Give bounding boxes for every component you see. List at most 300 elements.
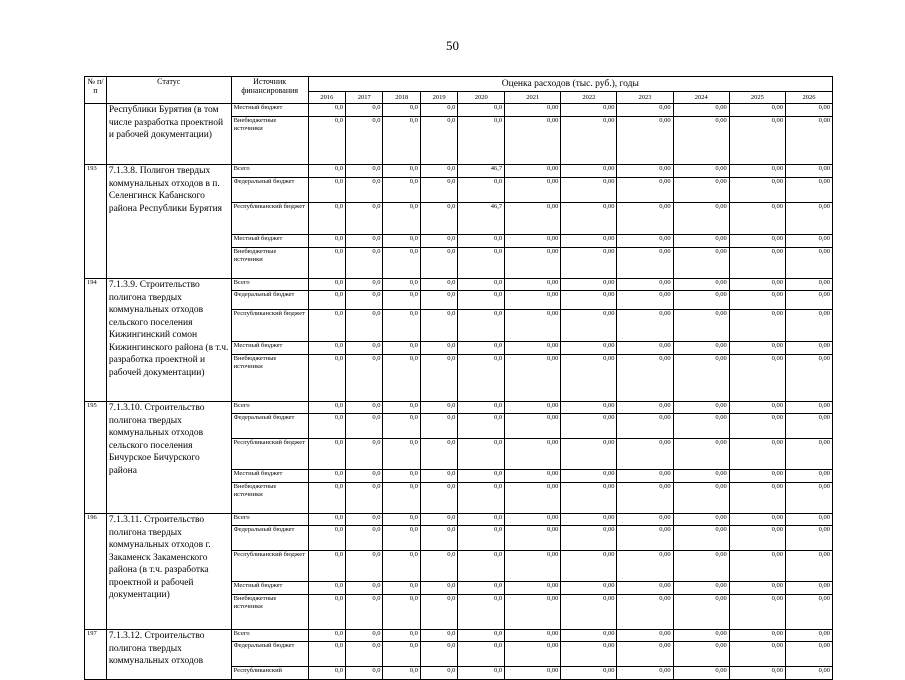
value-cell: 0,0 <box>420 342 457 355</box>
value-cell: 0,00 <box>505 595 561 630</box>
value-cell: 0,00 <box>617 355 673 402</box>
value-cell: 0,0 <box>346 178 383 203</box>
value-cell: 0,00 <box>561 483 617 514</box>
funding-source-cell: Местный бюджет <box>231 470 308 483</box>
funding-source-cell: Местный бюджет <box>231 342 308 355</box>
value-cell: 0,00 <box>505 402 561 414</box>
value-cell: 0,00 <box>617 642 673 667</box>
table-body <box>85 104 833 680</box>
funding-source-cell: Внебюджетные источники <box>231 248 308 279</box>
funding-source-cell: Республиканский <box>231 667 308 680</box>
value-cell: 0,00 <box>785 178 832 203</box>
value-cell: 0,0 <box>346 235 383 248</box>
value-cell: 0,00 <box>729 582 785 595</box>
value-cell: 0,0 <box>420 514 457 526</box>
value-cell: 0,00 <box>617 104 673 117</box>
value-cell: 0,00 <box>505 165 561 178</box>
value-cell: 0,00 <box>561 355 617 402</box>
value-cell: 0,00 <box>729 439 785 470</box>
value-cell: 0,00 <box>673 178 729 203</box>
value-cell: 0,00 <box>617 439 673 470</box>
value-cell: 0,0 <box>383 595 420 630</box>
value-cell: 0,00 <box>561 248 617 279</box>
year-header: 2023 <box>617 92 673 104</box>
header-expense-estimate: Оценка расходов (тыс. руб.), годы <box>308 77 832 92</box>
value-cell: 0,00 <box>729 630 785 642</box>
value-cell: 0,00 <box>617 470 673 483</box>
value-cell: 0,00 <box>561 342 617 355</box>
value-cell: 0,0 <box>346 551 383 582</box>
value-cell: 0,00 <box>673 667 729 680</box>
value-cell: 0,00 <box>785 235 832 248</box>
value-cell: 0,0 <box>308 514 345 526</box>
value-cell: 0,00 <box>729 291 785 310</box>
value-cell: 0,0 <box>420 483 457 514</box>
year-header: 2021 <box>505 92 561 104</box>
value-cell: 0,00 <box>673 414 729 439</box>
value-cell: 0,00 <box>505 235 561 248</box>
value-cell: 0,0 <box>458 642 505 667</box>
value-cell: 0,0 <box>308 402 345 414</box>
value-cell: 0,0 <box>308 667 345 680</box>
value-cell: 0,0 <box>383 178 420 203</box>
value-cell: 0,00 <box>673 104 729 117</box>
value-cell: 0,00 <box>617 165 673 178</box>
value-cell: 0,0 <box>308 342 345 355</box>
funding-source-cell: Федеральный бюджет <box>231 178 308 203</box>
value-cell: 0,00 <box>785 483 832 514</box>
year-header: 2016 <box>308 92 345 104</box>
value-cell: 0,00 <box>617 291 673 310</box>
value-cell: 0,0 <box>458 595 505 630</box>
year-header: 2019 <box>420 92 457 104</box>
table-header <box>85 77 833 104</box>
value-cell: 0,0 <box>308 203 345 235</box>
value-cell: 0,0 <box>383 104 420 117</box>
value-cell: 0,0 <box>346 667 383 680</box>
value-cell: 0,0 <box>346 248 383 279</box>
value-cell: 0,00 <box>505 310 561 342</box>
value-cell: 0,0 <box>420 402 457 414</box>
value-cell: 0,0 <box>346 595 383 630</box>
value-cell: 0,0 <box>458 667 505 680</box>
value-cell: 0,0 <box>420 248 457 279</box>
year-header: 2018 <box>383 92 420 104</box>
value-cell: 0,00 <box>673 291 729 310</box>
value-cell: 0,0 <box>346 630 383 642</box>
value-cell: 0,0 <box>420 595 457 630</box>
value-cell: 0,0 <box>420 117 457 165</box>
status-cell: 7.1.3.12. Строительство полигона твердых коммунальных отходов <box>106 630 231 680</box>
value-cell: 0,00 <box>505 514 561 526</box>
value-cell: 0,00 <box>561 595 617 630</box>
value-cell: 0,00 <box>561 551 617 582</box>
value-cell: 0,0 <box>346 402 383 414</box>
value-cell: 0,00 <box>617 514 673 526</box>
value-cell: 0,00 <box>785 582 832 595</box>
value-cell: 0,00 <box>617 667 673 680</box>
value-cell: 0,00 <box>729 117 785 165</box>
value-cell: 0,0 <box>346 483 383 514</box>
value-cell: 0,0 <box>458 355 505 402</box>
value-cell: 0,0 <box>420 582 457 595</box>
value-cell: 0,00 <box>505 667 561 680</box>
value-cell: 0,0 <box>308 248 345 279</box>
table-row <box>85 402 833 414</box>
value-cell: 0,00 <box>673 235 729 248</box>
value-cell: 0,0 <box>308 642 345 667</box>
value-cell: 0,0 <box>458 630 505 642</box>
value-cell: 0,0 <box>458 402 505 414</box>
value-cell: 0,00 <box>505 630 561 642</box>
value-cell: 0,0 <box>308 178 345 203</box>
budget-table <box>84 76 833 680</box>
value-cell: 0,0 <box>308 630 345 642</box>
value-cell: 0,00 <box>505 117 561 165</box>
value-cell: 0,0 <box>346 355 383 402</box>
value-cell: 0,00 <box>617 595 673 630</box>
value-cell: 0,0 <box>346 582 383 595</box>
value-cell: 0,00 <box>729 165 785 178</box>
funding-source-cell: Местный бюджет <box>231 582 308 595</box>
header-funding-source: Источник финансирования <box>231 77 308 104</box>
value-cell: 0,0 <box>308 104 345 117</box>
value-cell: 0,0 <box>308 117 345 165</box>
value-cell: 0,0 <box>346 470 383 483</box>
value-cell: 0,0 <box>458 514 505 526</box>
value-cell: 0,00 <box>785 439 832 470</box>
value-cell: 0,0 <box>383 483 420 514</box>
value-cell: 0,0 <box>383 355 420 402</box>
value-cell: 0,0 <box>383 582 420 595</box>
value-cell: 0,00 <box>785 514 832 526</box>
value-cell: 0,00 <box>785 310 832 342</box>
value-cell: 0,00 <box>561 279 617 291</box>
table-row <box>85 165 833 178</box>
value-cell: 0,0 <box>420 310 457 342</box>
funding-source-cell: Федеральный бюджет <box>231 642 308 667</box>
value-cell: 0,00 <box>505 291 561 310</box>
value-cell: 0,00 <box>673 582 729 595</box>
value-cell: 0,0 <box>420 414 457 439</box>
value-cell: 0,0 <box>420 178 457 203</box>
value-cell: 0,00 <box>729 104 785 117</box>
value-cell: 0,00 <box>561 117 617 165</box>
value-cell: 0,00 <box>505 355 561 402</box>
funding-source-cell: Всего <box>231 165 308 178</box>
value-cell: 0,0 <box>458 470 505 483</box>
value-cell: 0,0 <box>346 203 383 235</box>
value-cell: 0,00 <box>729 279 785 291</box>
value-cell: 0,0 <box>458 104 505 117</box>
row-number <box>85 104 107 165</box>
value-cell: 0,0 <box>383 310 420 342</box>
value-cell: 0,00 <box>561 291 617 310</box>
value-cell: 0,0 <box>383 248 420 279</box>
value-cell: 0,0 <box>420 667 457 680</box>
value-cell: 0,0 <box>346 642 383 667</box>
value-cell: 0,00 <box>505 279 561 291</box>
value-cell: 0,0 <box>383 551 420 582</box>
value-cell: 0,00 <box>673 117 729 165</box>
value-cell: 0,0 <box>420 470 457 483</box>
value-cell: 0,00 <box>729 470 785 483</box>
value-cell: 0,0 <box>383 342 420 355</box>
value-cell: 0,0 <box>383 439 420 470</box>
funding-source-cell: Внебюджетные источники <box>231 483 308 514</box>
funding-source-cell: Федеральный бюджет <box>231 291 308 310</box>
status-cell: 7.1.3.10. Строительство полигона твердых коммунальных отходов сельского поселения Бичурское Бичурского района <box>106 402 231 514</box>
value-cell: 0,0 <box>458 439 505 470</box>
value-cell: 0,0 <box>420 235 457 248</box>
status-cell: 7.1.3.9. Строительство полигона твердых коммунальных отходов сельского поселения Кижингинский сомон Кижингинского района (в т.ч. разработка проектной и рабочей документации) <box>106 279 231 402</box>
value-cell: 0,00 <box>729 248 785 279</box>
value-cell: 0,00 <box>673 526 729 551</box>
value-cell: 0,0 <box>420 526 457 551</box>
row-number: 197 <box>85 630 107 680</box>
value-cell: 0,0 <box>308 470 345 483</box>
value-cell: 0,00 <box>617 117 673 165</box>
value-cell: 0,00 <box>729 235 785 248</box>
value-cell: 0,00 <box>785 104 832 117</box>
value-cell: 0,0 <box>346 414 383 439</box>
table-row <box>85 279 833 291</box>
value-cell: 46,7 <box>458 203 505 235</box>
status-cell: 7.1.3.11. Строительство полигона твердых коммунальных отходов г. Закаменск Закаменского района (в т.ч. разработка проектной и рабочей документации) <box>106 514 231 630</box>
value-cell: 0,0 <box>346 526 383 551</box>
value-cell: 0,0 <box>420 291 457 310</box>
value-cell: 0,0 <box>308 483 345 514</box>
value-cell: 0,0 <box>458 483 505 514</box>
value-cell: 0,00 <box>505 439 561 470</box>
value-cell: 0,00 <box>673 630 729 642</box>
value-cell: 0,00 <box>505 582 561 595</box>
value-cell: 0,0 <box>346 342 383 355</box>
value-cell: 0,00 <box>561 235 617 248</box>
value-cell: 0,0 <box>458 526 505 551</box>
table-row <box>85 514 833 526</box>
funding-source-cell: Республиканский бюджет <box>231 203 308 235</box>
funding-source-cell: Внебюджетные источники <box>231 117 308 165</box>
value-cell: 0,00 <box>785 595 832 630</box>
value-cell: 0,0 <box>346 310 383 342</box>
value-cell: 0,00 <box>785 667 832 680</box>
header-status: Статус <box>106 77 231 104</box>
year-header: 2025 <box>729 92 785 104</box>
value-cell: 0,00 <box>729 355 785 402</box>
year-header: 2022 <box>561 92 617 104</box>
value-cell: 0,00 <box>729 310 785 342</box>
value-cell: 0,00 <box>617 342 673 355</box>
value-cell: 0,0 <box>420 203 457 235</box>
value-cell: 0,00 <box>729 526 785 551</box>
value-cell: 0,00 <box>729 402 785 414</box>
value-cell: 0,0 <box>420 355 457 402</box>
value-cell: 0,0 <box>346 104 383 117</box>
value-cell: 0,00 <box>785 291 832 310</box>
value-cell: 0,0 <box>458 279 505 291</box>
value-cell: 0,00 <box>673 203 729 235</box>
value-cell: 0,00 <box>673 439 729 470</box>
value-cell: 0,0 <box>383 117 420 165</box>
funding-source-cell: Всего <box>231 279 308 291</box>
value-cell: 0,0 <box>420 104 457 117</box>
value-cell: 0,0 <box>458 310 505 342</box>
funding-source-cell: Республиканский бюджет <box>231 551 308 582</box>
value-cell: 0,0 <box>458 117 505 165</box>
value-cell: 0,00 <box>617 248 673 279</box>
value-cell: 0,00 <box>673 483 729 514</box>
value-cell: 0,0 <box>383 514 420 526</box>
value-cell: 0,00 <box>729 203 785 235</box>
value-cell: 0,00 <box>673 342 729 355</box>
value-cell: 0,0 <box>420 279 457 291</box>
funding-source-cell: Местный бюджет <box>231 235 308 248</box>
value-cell: 0,00 <box>561 630 617 642</box>
value-cell: 0,0 <box>458 235 505 248</box>
value-cell: 0,00 <box>561 402 617 414</box>
value-cell: 0,00 <box>785 642 832 667</box>
value-cell: 0,0 <box>383 203 420 235</box>
value-cell: 0,00 <box>617 279 673 291</box>
value-cell: 0,0 <box>308 582 345 595</box>
value-cell: 0,00 <box>785 414 832 439</box>
value-cell: 0,0 <box>308 526 345 551</box>
value-cell: 0,00 <box>785 342 832 355</box>
value-cell: 0,00 <box>673 642 729 667</box>
row-number: 195 <box>85 402 107 514</box>
value-cell: 0,00 <box>729 483 785 514</box>
value-cell: 0,00 <box>617 582 673 595</box>
value-cell: 0,00 <box>785 355 832 402</box>
value-cell: 0,0 <box>383 165 420 178</box>
year-header: 2017 <box>346 92 383 104</box>
row-number: 194 <box>85 279 107 402</box>
funding-source-cell: Всего <box>231 630 308 642</box>
value-cell: 0,0 <box>420 630 457 642</box>
value-cell: 0,00 <box>785 402 832 414</box>
value-cell: 0,0 <box>458 414 505 439</box>
value-cell: 0,00 <box>505 248 561 279</box>
value-cell: 0,00 <box>785 551 832 582</box>
value-cell: 0,00 <box>505 414 561 439</box>
value-cell: 0,00 <box>561 470 617 483</box>
value-cell: 0,0 <box>458 582 505 595</box>
year-header: 2024 <box>673 92 729 104</box>
value-cell: 0,0 <box>346 291 383 310</box>
value-cell: 0,00 <box>505 483 561 514</box>
value-cell: 0,00 <box>785 203 832 235</box>
value-cell: 0,0 <box>308 414 345 439</box>
value-cell: 0,0 <box>383 470 420 483</box>
funding-source-cell: Всего <box>231 402 308 414</box>
value-cell: 0,00 <box>561 178 617 203</box>
value-cell: 0,00 <box>785 470 832 483</box>
value-cell: 0,00 <box>673 470 729 483</box>
value-cell: 0,00 <box>561 514 617 526</box>
value-cell: 0,00 <box>673 310 729 342</box>
value-cell: 0,0 <box>383 526 420 551</box>
value-cell: 0,0 <box>383 667 420 680</box>
value-cell: 0,0 <box>458 291 505 310</box>
value-cell: 0,00 <box>673 355 729 402</box>
value-cell: 0,00 <box>561 642 617 667</box>
value-cell: 0,00 <box>673 402 729 414</box>
value-cell: 0,00 <box>505 551 561 582</box>
value-cell: 0,0 <box>308 235 345 248</box>
funding-source-cell: Внебюджетные источники <box>231 595 308 630</box>
value-cell: 0,00 <box>617 414 673 439</box>
value-cell: 0,0 <box>308 279 345 291</box>
value-cell: 0,00 <box>785 526 832 551</box>
value-cell: 0,0 <box>346 165 383 178</box>
value-cell: 0,0 <box>308 595 345 630</box>
header-number: № п/п <box>85 77 107 104</box>
value-cell: 0,00 <box>617 235 673 248</box>
value-cell: 0,0 <box>308 291 345 310</box>
value-cell: 0,00 <box>505 642 561 667</box>
funding-source-cell: Всего <box>231 514 308 526</box>
value-cell: 0,00 <box>673 551 729 582</box>
value-cell: 0,00 <box>505 342 561 355</box>
value-cell: 0,00 <box>561 582 617 595</box>
value-cell: 0,00 <box>785 630 832 642</box>
value-cell: 0,0 <box>420 439 457 470</box>
value-cell: 0,00 <box>505 526 561 551</box>
value-cell: 0,0 <box>458 248 505 279</box>
value-cell: 0,00 <box>505 470 561 483</box>
value-cell: 0,0 <box>420 551 457 582</box>
value-cell: 0,0 <box>308 355 345 402</box>
value-cell: 0,00 <box>561 667 617 680</box>
value-cell: 0,00 <box>729 342 785 355</box>
page-number: 50 <box>446 38 459 53</box>
funding-source-cell: Федеральный бюджет <box>231 414 308 439</box>
value-cell: 0,00 <box>617 483 673 514</box>
value-cell: 0,00 <box>561 439 617 470</box>
value-cell: 0,00 <box>617 203 673 235</box>
value-cell: 0,0 <box>346 117 383 165</box>
value-cell: 0,0 <box>420 642 457 667</box>
value-cell: 0,0 <box>346 439 383 470</box>
value-cell: 0,0 <box>383 414 420 439</box>
funding-source-cell: Местный бюджет <box>231 104 308 117</box>
table-row <box>85 104 833 117</box>
status-cell: 7.1.3.8. Полигон твердых коммунальных отходов в п. Селенгинск Кабанского района Республики Бурятия <box>106 165 231 279</box>
value-cell: 0,00 <box>729 514 785 526</box>
value-cell: 0,00 <box>729 551 785 582</box>
value-cell: 0,00 <box>785 279 832 291</box>
value-cell: 0,00 <box>729 642 785 667</box>
value-cell: 0,0 <box>346 279 383 291</box>
value-cell: 0,0 <box>383 630 420 642</box>
value-cell: 0,00 <box>561 203 617 235</box>
value-cell: 0,00 <box>673 248 729 279</box>
value-cell: 0,00 <box>561 165 617 178</box>
value-cell: 0,0 <box>383 279 420 291</box>
value-cell: 0,00 <box>673 165 729 178</box>
value-cell: 0,0 <box>383 642 420 667</box>
value-cell: 0,00 <box>785 165 832 178</box>
funding-source-cell: Республиканский бюджет <box>231 310 308 342</box>
value-cell: 46,7 <box>458 165 505 178</box>
value-cell: 0,00 <box>673 279 729 291</box>
value-cell: 0,0 <box>308 165 345 178</box>
value-cell: 0,00 <box>617 526 673 551</box>
value-cell: 0,0 <box>308 551 345 582</box>
value-cell: 0,00 <box>505 203 561 235</box>
funding-source-cell: Внебюджетные источники <box>231 355 308 402</box>
